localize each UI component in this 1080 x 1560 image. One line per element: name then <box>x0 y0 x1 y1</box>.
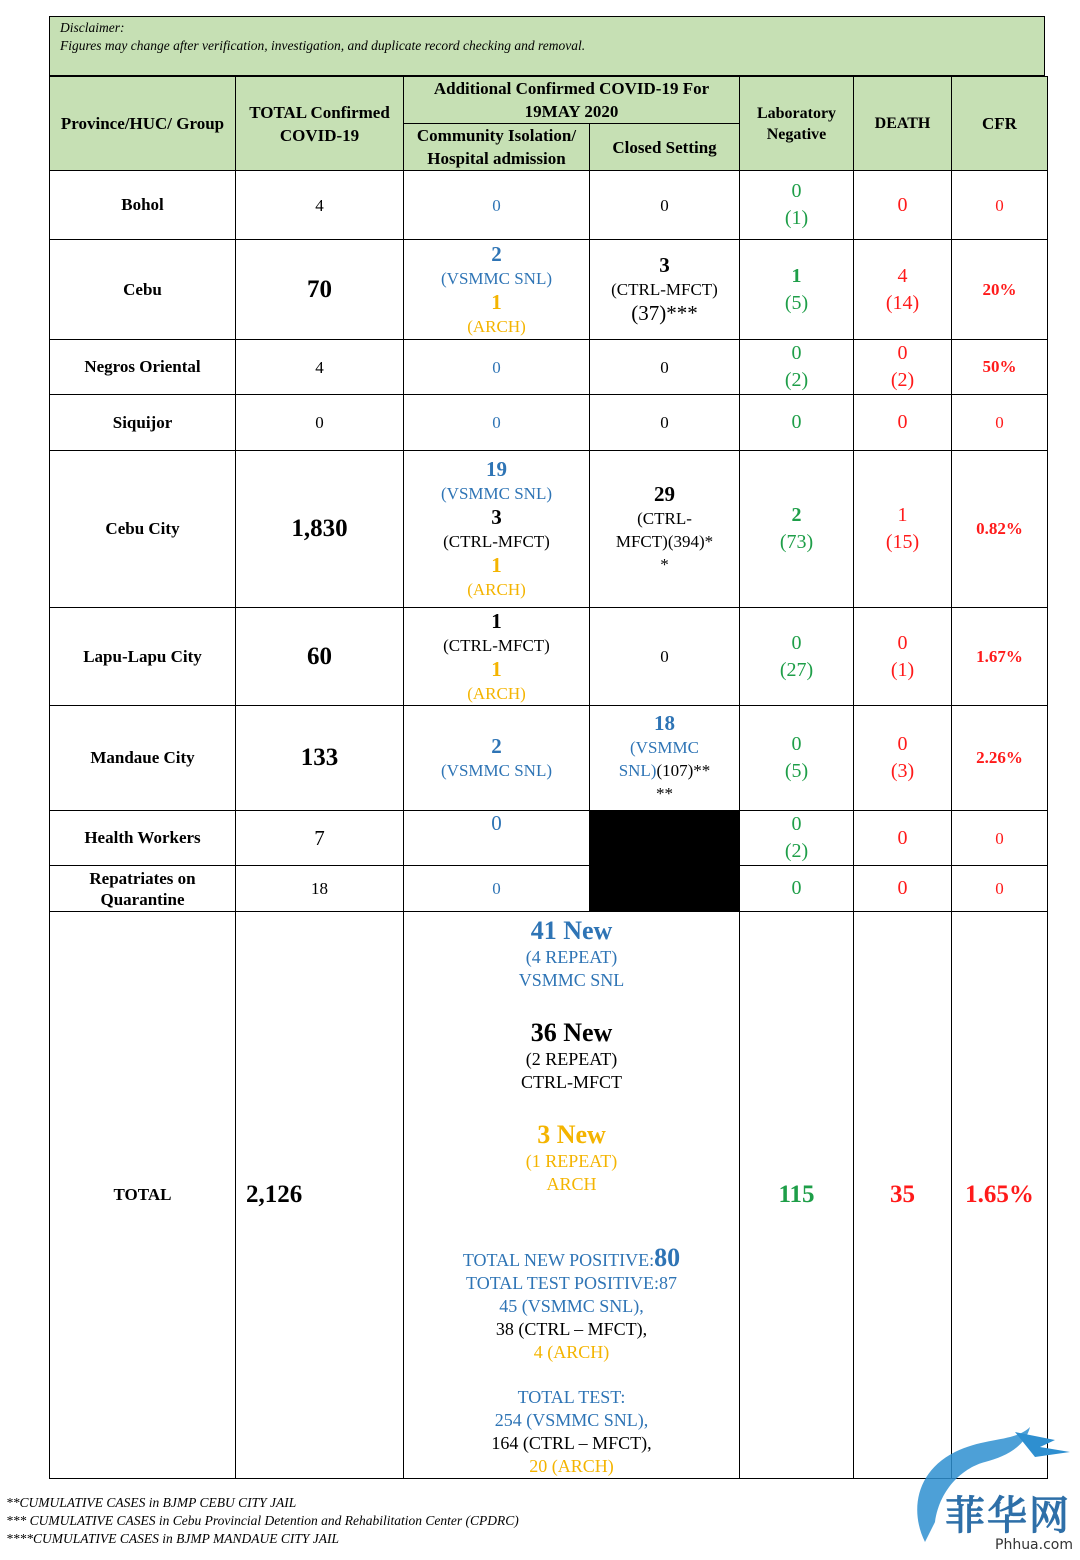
closed-count: 29 <box>654 482 675 506</box>
community-arch-count: 1 <box>491 656 502 681</box>
closed-cell: 0 <box>590 171 740 240</box>
disclaimer-box <box>49 16 1045 76</box>
lab-cell <box>740 340 854 395</box>
table-row <box>50 608 1048 706</box>
community-cell <box>404 240 590 340</box>
disclaimer-text: Figures may change after verification, investigation, and duplicate record checking and removal. <box>60 38 586 53</box>
ctrl-repeat: (2 REPEAT) <box>525 1049 618 1069</box>
positive-arch: 4 (ARCH) <box>533 1342 610 1362</box>
disclaimer-title: Disclaimer: <box>60 20 125 35</box>
row-name: Repatriates on Quarantine <box>50 866 236 912</box>
footnote-2: *** CUMULATIVE CASES in Cebu Provincial Detention and Rehabilitation Center (CPDRC) <box>6 1513 519 1528</box>
community-arch-count: 1 <box>491 289 502 314</box>
lab-cumulative: (27) <box>779 658 814 681</box>
covid-table <box>49 76 1048 1479</box>
lab-value: 0 <box>791 180 802 202</box>
header-additional: Additional Confirmed COVID-19 For 19MAY 2020 <box>404 77 740 124</box>
cfr-cell: 20% <box>952 240 1048 340</box>
death-cumulative: (3) <box>890 760 915 782</box>
table-row <box>50 340 1048 395</box>
table-row <box>50 866 1048 912</box>
cfr-cell: 50% <box>952 340 1048 395</box>
closed-cumulative: (37)*** <box>631 301 698 325</box>
closed-cumulative-mark: ** <box>656 784 673 803</box>
header-total: TOTAL Confirmed COVID-19 <box>236 77 404 171</box>
closed-cell: 0 <box>590 608 740 706</box>
total-cell: 60 <box>236 608 404 706</box>
closed-cell: 0 <box>590 395 740 451</box>
cfr-cell: 0 <box>952 866 1048 912</box>
total-new-positive <box>407 1243 736 1272</box>
closed-label: (CTRL- <box>637 509 692 528</box>
death-value: 0 <box>897 733 908 755</box>
footnote-1: **CUMULATIVE CASES in BJMP CEBU CITY JAIL <box>6 1495 297 1510</box>
death-cell <box>854 608 952 706</box>
table-row <box>50 706 1048 811</box>
community-arch-label: (ARCH) <box>467 316 526 336</box>
community-cell: 0 <box>404 811 590 866</box>
header-community: Community Isolation/ Hospital admission <box>404 124 590 171</box>
arch-label: ARCH <box>546 1174 597 1194</box>
death-cumulative: (1) <box>890 658 915 681</box>
death-cell <box>854 706 952 811</box>
lab-cumulative: (2) <box>784 840 809 862</box>
table-row <box>50 451 1048 608</box>
lab-cumulative: (5) <box>784 760 809 782</box>
lab-cumulative: (5) <box>784 291 809 314</box>
total-cell: 2,126 <box>236 912 404 1479</box>
death-value: 1 <box>897 504 908 526</box>
row-name: Mandaue City <box>50 706 236 811</box>
community-vsmmc-count: 2 <box>491 241 502 266</box>
total-cell: 70 <box>236 240 404 340</box>
header-death: DEATH <box>854 77 952 171</box>
closed-label: (VSMMC <box>630 738 699 757</box>
community-cell <box>404 608 590 706</box>
header-province: Province/HUC/ Group <box>50 77 236 171</box>
community-arch-label: (ARCH) <box>467 683 526 703</box>
total-cell: 18 <box>236 866 404 912</box>
footnote-3: ****CUMULATIVE CASES in BJMP MANDAUE CITY JAIL <box>6 1531 339 1546</box>
community-arch-count: 1 <box>491 553 502 577</box>
lab-value: 0 <box>791 631 802 654</box>
lab-cell <box>740 171 854 240</box>
positive-vsmmc: 45 (VSMMC SNL), <box>499 1296 644 1316</box>
death-cell: 0 <box>854 866 952 912</box>
cfr-cell: 0 <box>952 395 1048 451</box>
cfr-cell: 0 <box>952 811 1048 866</box>
community-cell: 0 <box>404 395 590 451</box>
test-ctrl: 164 (CTRL – MFCT), <box>491 1433 652 1453</box>
death-cell: 0 <box>854 171 952 240</box>
lab-value: 0 <box>791 733 802 755</box>
community-vsmmc-label: (VSMMC SNL) <box>441 268 552 288</box>
row-name: Negros Oriental <box>50 340 236 395</box>
row-name: Siquijor <box>50 395 236 451</box>
lab-cell <box>740 608 854 706</box>
total-cell: 1,830 <box>236 451 404 608</box>
watermark-text: 菲华网 <box>945 1493 1071 1539</box>
watermark-url: Phhua.com <box>995 1537 1073 1553</box>
closed-cell: 0 <box>590 340 740 395</box>
total-cell: 0 <box>236 395 404 451</box>
arch-new: 3 New <box>537 1120 606 1149</box>
death-cell: 0 <box>854 395 952 451</box>
death-value: 0 <box>897 631 908 654</box>
death-cell <box>854 340 952 395</box>
community-vsmmc-label: (VSMMC SNL) <box>441 484 552 503</box>
row-name: Cebu City <box>50 451 236 608</box>
death-value: 0 <box>897 342 908 364</box>
total-row <box>50 912 1048 1479</box>
total-new-positive-value: 80 <box>654 1243 681 1272</box>
total-cell: 133 <box>236 706 404 811</box>
lab-cell <box>740 706 854 811</box>
closed-cell <box>590 240 740 340</box>
test-vsmmc: 254 (VSMMC SNL), <box>494 1410 649 1430</box>
death-cell: 35 <box>854 912 952 1479</box>
lab-value: 0 <box>791 342 802 364</box>
header-closed: Closed Setting <box>590 124 740 171</box>
header-lab: Laboratory Negative <box>740 77 854 171</box>
lab-value: 1 <box>791 264 802 287</box>
total-test-label: TOTAL TEST: <box>517 1387 626 1407</box>
closed-cumulative-mark: * <box>660 555 669 574</box>
cfr-cell: 1.67% <box>952 608 1048 706</box>
row-name: Cebu <box>50 240 236 340</box>
lab-cumulative: (73) <box>779 531 814 553</box>
arch-repeat: (1 REPEAT) <box>525 1151 618 1171</box>
death-cumulative: (14) <box>885 291 920 314</box>
community-vsmmc-label: (VSMMC SNL) <box>441 761 552 780</box>
cfr-cell: 2.26% <box>952 706 1048 811</box>
lab-cumulative: (1) <box>784 207 809 229</box>
community-vsmmc-count: 19 <box>486 457 507 481</box>
cfr-cell: 1.65% <box>952 912 1048 1479</box>
lab-cell: 0 <box>740 866 854 912</box>
vsmmc-repeat: (4 REPEAT) <box>525 947 618 967</box>
lab-cell <box>740 811 854 866</box>
ctrl-label: CTRL-MFCT <box>520 1072 622 1092</box>
community-cell <box>404 706 590 811</box>
table-row <box>50 811 1048 866</box>
table-row <box>50 171 1048 240</box>
community-arch-label: (ARCH) <box>467 580 526 599</box>
cfr-cell: 0 <box>952 171 1048 240</box>
death-cell: 0 <box>854 811 952 866</box>
lab-cell <box>740 240 854 340</box>
community-cell: 0 <box>404 340 590 395</box>
community-cell: 0 <box>404 866 590 912</box>
lab-value: 0 <box>791 813 802 835</box>
total-cell: 4 <box>236 340 404 395</box>
blacked-out-cell <box>590 811 740 912</box>
row-name: Health Workers <box>50 811 236 866</box>
ctrl-new: 36 New <box>530 1018 613 1047</box>
community-cell <box>404 451 590 608</box>
cfr-cell: 0.82% <box>952 451 1048 608</box>
death-cell <box>854 240 952 340</box>
total-new-positive-label: TOTAL NEW POSITIVE: <box>462 1250 655 1270</box>
closed-cell <box>590 451 740 608</box>
community-ctrl-count: 1 <box>491 608 502 633</box>
community-ctrl-label: (CTRL-MFCT) <box>443 532 550 551</box>
vsmmc-new: 41 New <box>530 916 613 945</box>
closed-cumulative: SNL)(107)** <box>618 761 711 780</box>
table-row <box>50 395 1048 451</box>
lab-cell: 0 <box>740 395 854 451</box>
lab-cumulative: (2) <box>784 369 809 391</box>
header-cfr: CFR <box>952 77 1048 171</box>
total-cell: 7 <box>236 811 404 866</box>
closed-cumulative: MFCT)(394)* <box>615 532 714 551</box>
death-cumulative: (2) <box>890 369 915 391</box>
table-row <box>50 240 1048 340</box>
closed-label: (CTRL-MFCT) <box>611 280 718 299</box>
death-cumulative: (15) <box>885 531 920 553</box>
death-cell <box>854 451 952 608</box>
lab-cell <box>740 451 854 608</box>
row-name: Lapu-Lapu City <box>50 608 236 706</box>
row-name: TOTAL <box>50 912 236 1479</box>
community-ctrl-label: (CTRL-MFCT) <box>443 635 550 655</box>
footnotes <box>6 1494 519 1548</box>
row-name: Bohol <box>50 171 236 240</box>
community-vsmmc-count: 2 <box>491 734 502 758</box>
positive-ctrl: 38 (CTRL – MFCT), <box>495 1319 648 1339</box>
community-ctrl-count: 3 <box>491 505 502 529</box>
death-value: 4 <box>897 264 908 287</box>
lab-value: 2 <box>791 504 802 526</box>
total-test-positive: TOTAL TEST POSITIVE:87 <box>466 1273 677 1293</box>
closed-cell <box>590 706 740 811</box>
vsmmc-label: VSMMC SNL <box>518 970 625 990</box>
closed-count: 18 <box>654 711 675 735</box>
community-cell: 0 <box>404 171 590 240</box>
total-cell: 4 <box>236 171 404 240</box>
closed-count: 3 <box>659 253 670 277</box>
test-arch: 20 (ARCH) <box>529 1456 614 1476</box>
total-breakdown-cell <box>404 912 740 1479</box>
lab-cell: 115 <box>740 912 854 1479</box>
